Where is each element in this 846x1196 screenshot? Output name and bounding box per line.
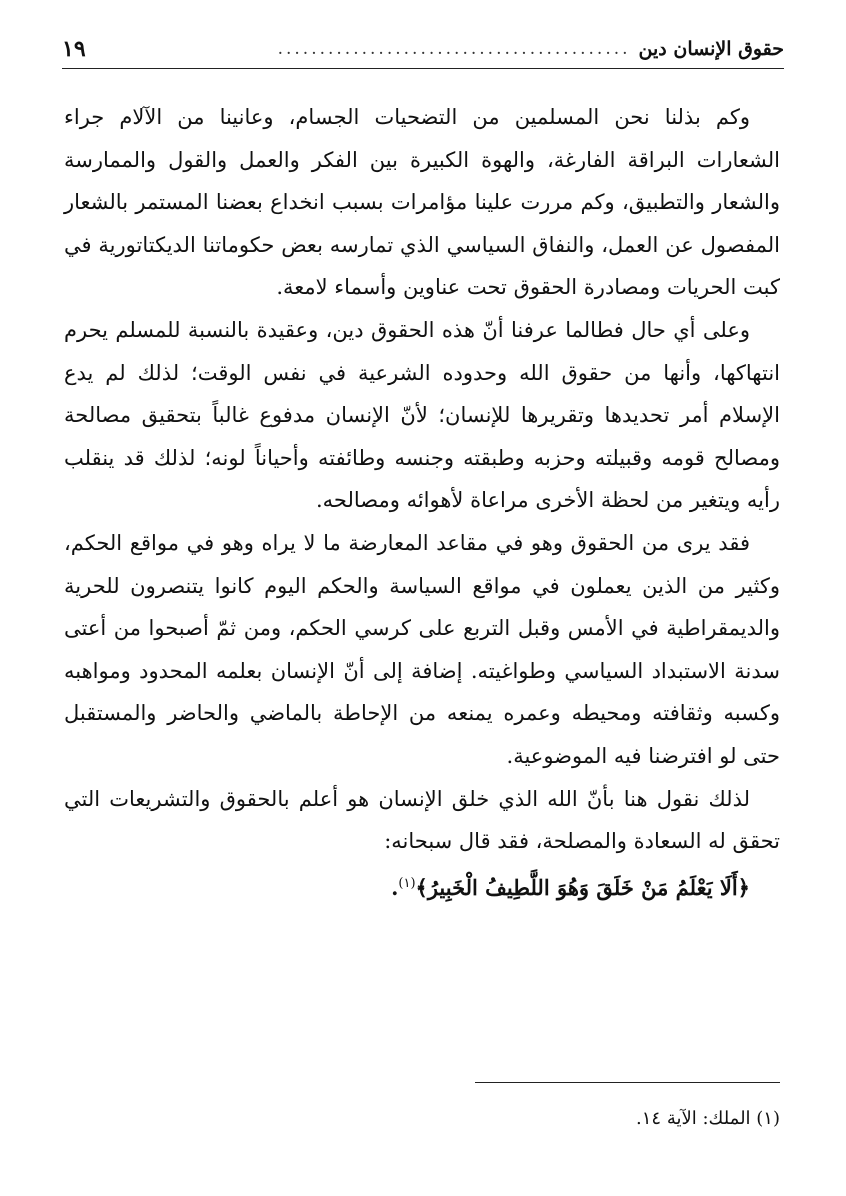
paragraph: وعلى أي حال فطالما عرفنا أنّ هذه الحقوق دين، وعقيدة بالنسبة للمسلم يحرم انتهاكها، وأنها من حقوق الله وحدوده الشرعية في نفس الوقت؛ لذلك لم يدع الإسلام أمر تحديدها وتقريرها للإنسان؛ لأنّ الإنسان مدفوع غالباً بتحقيق مصالحة ومصالح قومه وقبيلته وحزبه وطبقته وجنسه وطائفته وأحياناً لونه؛ لذلك قد ينقلب رأيه ويتغير من لحظة الأخرى مراعاة لأهوائه ومصالحه. xyxy=(64,317,780,513)
verse-end: . xyxy=(391,874,399,900)
body-text xyxy=(64,96,780,909)
running-title: حقوق الإنسان دين xyxy=(638,38,784,60)
page-number: ١٩ xyxy=(62,36,86,62)
page-header xyxy=(62,30,784,69)
paragraph: وكم بذلنا نحن المسلمين من التضحيات الجسام، وعانينا من الآلام جراء الشعارات البراقة الفارغة، والهوة الكبيرة بين الفكر والعمل والقول والممارسة والشعار والتطبيق، وكم مررت علينا مؤامرات بسبب انخداع بعضنا المستمر بالشعار المفصول عن العمل، والنفاق السياسي الذي تمارسه بعض حكوماتنا الديكتاتورية في كبت الحريات ومصادرة الحقوق تحت عناوين وأسماء لامعة. xyxy=(64,105,780,300)
footnote: (١) الملك: الآية ١٤. xyxy=(636,1108,780,1129)
verse-text: ﴿أَلَا يَعْلَمُ مَنْ خَلَقَ وَهُوَ اللَّطِيفُ الْخَبِيرُ﴾ xyxy=(415,874,750,900)
paragraph: فقد يرى من الحقوق وهو في مقاعد المعارضة ما لا يراه وهو في مواقع الحكم، وكثير من الذين يعملون في مواقع السياسة والحكم اليوم كانوا يتنصرون للحرية والديمقراطية في الأمس وقبل التربع على كرسي الحكم، ومن ثمّ أصبحوا من أعتى سدنة الاستبداد السياسي وطواغيته. إضافة إلى أنّ الإنسان بعلمه المحدود ومواهبه وكسبه وثقافته ومحيطه وعمره يمنعه من الإحاطة بالماضي والحاضر والمستقبل حتى لو افترضنا فيه الموضوعية. xyxy=(64,530,780,768)
footnote-marker: (١) xyxy=(398,875,416,891)
footnote-separator xyxy=(475,1082,780,1083)
quran-verse xyxy=(64,863,780,910)
paragraph: لذلك نقول هنا بأنّ الله الذي خلق الإنسان هو أعلم بالحقوق والتشريعات التي تحقق له السعادة والمصلحة، فقد قال سبحانه: xyxy=(64,786,780,854)
header-leader-dots: .......................................... xyxy=(277,39,631,59)
